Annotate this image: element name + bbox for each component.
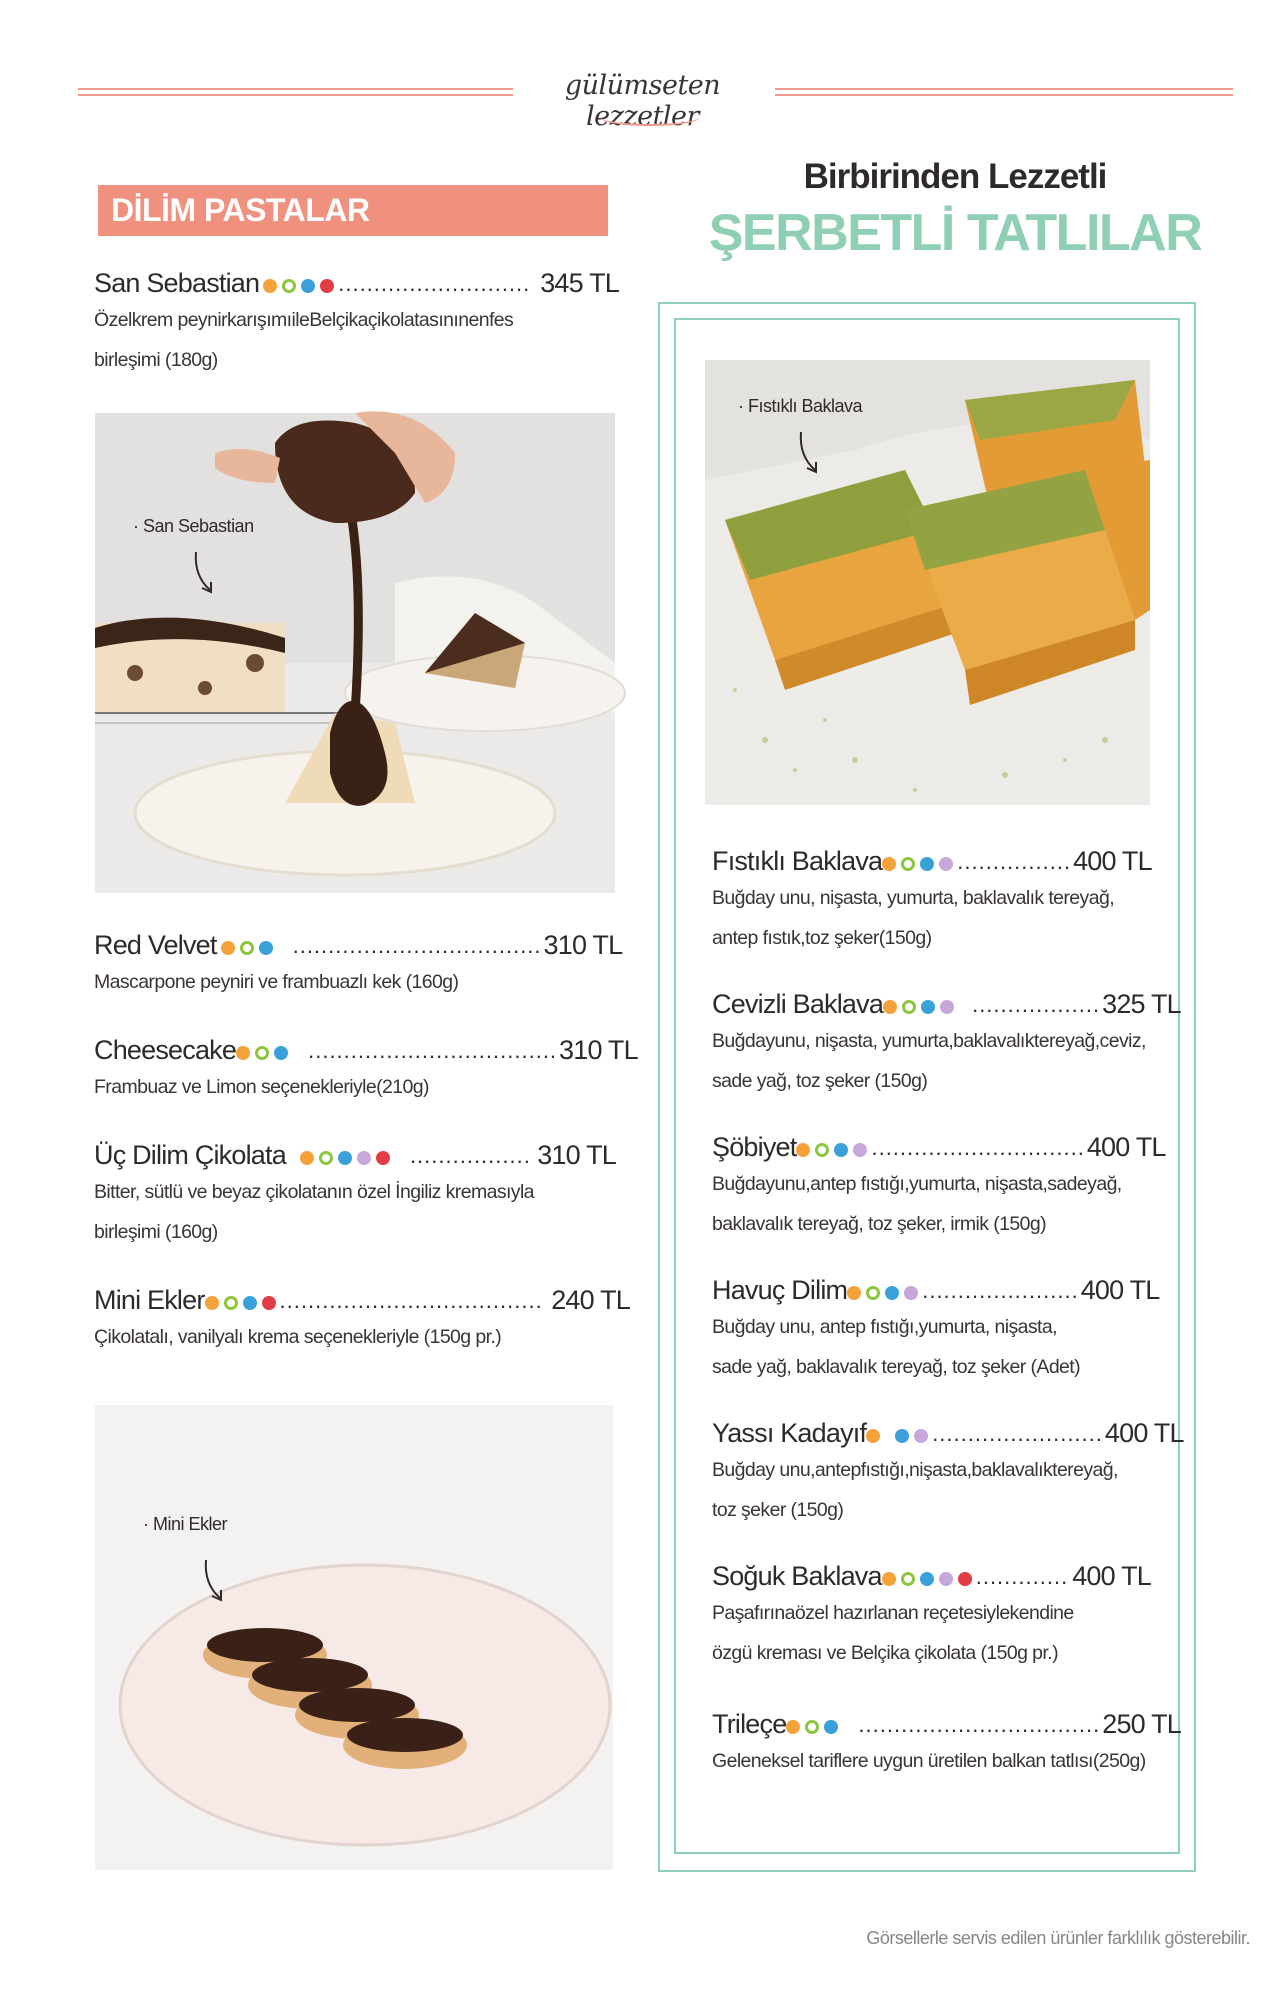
menu-item-cevizli-baklava [712, 989, 1181, 1101]
mini-ekler-illustration [95, 1405, 613, 1870]
san-sebastian-illustration [95, 413, 615, 893]
dot-leader: .............................. [871, 1135, 1085, 1160]
footer-disclaimer: Görsellerle servis edilen ürünler farklılık gösterebilir. [866, 1928, 1250, 1948]
allergen-orange-icon [847, 1286, 861, 1300]
description-line: sade yağ, toz şeker (150g) [712, 1070, 928, 1092]
allergen-green-icon [902, 1000, 916, 1014]
item-price: 310 TL [543, 930, 623, 960]
allergen-icons [882, 1572, 972, 1586]
allergen-icons [796, 1143, 867, 1157]
description-line: birleşimi (180g) [94, 349, 218, 371]
allergen-purple-icon [939, 857, 953, 871]
header-rule-left [78, 88, 513, 97]
dot-leader: ................................... [308, 1038, 558, 1063]
allergen-icons [236, 1046, 288, 1060]
allergen-green-icon [240, 941, 254, 955]
menu-item-havuc-dilim [712, 1275, 1160, 1387]
dot-leader: ........................ [932, 1421, 1103, 1446]
item-price: 400 TL [1073, 846, 1152, 876]
item-price: 310 TL [537, 1140, 616, 1170]
allergen-orange-icon [883, 1000, 897, 1014]
allergen-icons [300, 1151, 390, 1165]
item-name: Havuç Dilim [712, 1275, 848, 1305]
allergen-green-icon [901, 1572, 915, 1586]
allergen-green-icon [282, 279, 296, 293]
menu-item-uc-dilim-cikolata [94, 1140, 616, 1252]
menu-item-sobiyet [712, 1132, 1165, 1244]
allergen-icons [221, 941, 273, 955]
item-price: 325 TL [1102, 989, 1181, 1019]
item-description [94, 962, 616, 1002]
item-name: Yassı Kadayıf [712, 1418, 867, 1448]
allergen-blue-icon [259, 941, 273, 955]
allergen-green-icon [319, 1151, 333, 1165]
allergen-icons [866, 1429, 928, 1443]
item-description [712, 878, 1145, 958]
dot-leader: ................. [409, 1143, 531, 1168]
item-price: 310 TL [559, 1035, 638, 1065]
allergen-green-icon [866, 1286, 880, 1300]
photo-san-sebastian [95, 413, 615, 893]
allergen-blue-icon [338, 1151, 352, 1165]
dot-leader: .................. [972, 992, 1101, 1017]
item-name: Trileçe [712, 1709, 787, 1739]
allergen-red-icon [320, 279, 334, 293]
allergen-purple-icon [357, 1151, 371, 1165]
allergen-orange-icon [866, 1429, 880, 1443]
allergen-blue-icon [274, 1046, 288, 1060]
dot-leader: ................ [957, 849, 1072, 874]
item-price: 400 TL [1086, 1132, 1166, 1162]
allergen-orange-icon [882, 857, 896, 871]
item-name: Şöbiyet [712, 1132, 797, 1162]
item-description [94, 300, 619, 380]
allergen-green-icon [224, 1296, 238, 1310]
description-line: Mascarpone peyniri ve frambuazlı kek (160g) [94, 971, 459, 993]
dot-leader: ........................... [338, 271, 531, 296]
photo-caption-mini-ekler: · Mini Ekler [143, 1514, 228, 1534]
allergen-icons [786, 1720, 838, 1734]
item-description [712, 1021, 1162, 1101]
menu-item-yassi-kadayif [712, 1418, 1184, 1530]
description-line: antep fıstık,toz şeker(150g) [712, 927, 932, 949]
allergen-red-icon [376, 1151, 390, 1165]
menu-item-trilece [712, 1709, 1182, 1781]
description-line: Özelkrem peynirkarışımıileBelçikaçikolatasınınenfes [94, 309, 514, 331]
dot-leader: ..................................... [279, 1288, 543, 1313]
description-line: sade yağ, baklavalık tereyağ, toz şeker (Adet) [712, 1356, 1081, 1378]
caption-arrow-icon [200, 1556, 230, 1606]
photo-caption-san-sebastian: · San Sebastian [133, 516, 254, 536]
allergen-orange-icon [882, 1572, 896, 1586]
description-line: Çikolatalı, vanilyalı krema seçenekleriyle (150g pr.) [94, 1326, 502, 1348]
item-name: San Sebastian [94, 268, 260, 298]
allergen-purple-icon [853, 1143, 867, 1157]
description-line: toz şeker (150g) [712, 1499, 844, 1521]
item-price: 250 TL [1102, 1709, 1182, 1739]
dot-leader: ................................... [292, 933, 542, 958]
allergen-red-icon [958, 1572, 972, 1586]
allergen-blue-icon [824, 1720, 838, 1734]
item-description [712, 1450, 1162, 1530]
section-title-serbetli-tatlilar: ŞERBETLİ TATLILAR [708, 204, 1202, 262]
menu-item-cheesecake [94, 1035, 638, 1107]
allergen-purple-icon [939, 1572, 953, 1586]
allergen-orange-icon [786, 1720, 800, 1734]
item-description [94, 1317, 630, 1357]
allergen-icons [263, 279, 334, 293]
allergen-orange-icon [300, 1151, 314, 1165]
item-price: 400 TL [1080, 1275, 1160, 1305]
allergen-blue-icon [895, 1429, 909, 1443]
dot-leader: ............. [975, 1564, 1069, 1589]
menu-item-mini-ekler [94, 1285, 630, 1357]
description-line: özgü kreması ve Belçika çikolata (150g pr.) [712, 1642, 1058, 1664]
item-name: Red Velvet [94, 930, 217, 960]
header-rule-right [775, 88, 1233, 97]
allergen-green-icon [805, 1720, 819, 1734]
item-description [94, 1172, 616, 1252]
item-description [712, 1593, 1151, 1673]
description-line: Buğday unu,antepfıstığı,nişasta,baklavalıktereyağ, [712, 1459, 1118, 1481]
description-line: Geleneksel tariflere uygun üretilen balkan tatlısı(250g) [712, 1750, 1146, 1772]
description-line: birleşimi (160g) [94, 1221, 218, 1243]
allergen-orange-icon [205, 1296, 219, 1310]
description-line: Frambuaz ve Limon seçenekleriyle(210g) [94, 1076, 429, 1098]
section-subtitle: Birbirinden Lezzetli [803, 157, 1107, 196]
allergen-green-icon [815, 1143, 829, 1157]
item-name: Fıstıklı Baklava [712, 846, 883, 876]
photo-caption-fistikli-baklava: · Fıstıklı Baklava [738, 396, 863, 416]
allergen-icons [882, 857, 953, 871]
description-line: Buğday unu, antep fıstığı,yumurta, nişasta, [712, 1316, 1057, 1338]
allergen-blue-icon [920, 1572, 934, 1586]
item-name: Soğuk Baklava [712, 1561, 882, 1591]
description-line: Bitter, sütlü ve beyaz çikolatanın özel İngiliz kremasıyla [94, 1181, 534, 1203]
allergen-green-icon [255, 1046, 269, 1060]
description-line: baklavalık tereyağ, toz şeker, irmik (150g) [712, 1213, 1047, 1235]
allergen-orange-icon [796, 1143, 810, 1157]
item-price: 240 TL [551, 1285, 630, 1315]
menu-item-fistikli-baklava [712, 846, 1152, 958]
description-line: Paşafırınaözel hazırlanan reçetesiylekendine [712, 1602, 1074, 1624]
menu-item-soguk-baklava [712, 1561, 1151, 1673]
allergen-purple-icon [914, 1429, 928, 1443]
item-name: Üç Dilim Çikolata [94, 1140, 286, 1170]
allergen-red-icon [262, 1296, 276, 1310]
allergen-purple-icon [940, 1000, 954, 1014]
item-name: Cheesecake [94, 1035, 237, 1065]
caption-arrow-icon [190, 548, 220, 598]
allergen-icons [847, 1286, 918, 1300]
item-price: 400 TL [1104, 1418, 1184, 1448]
photo-mini-ekler [95, 1405, 613, 1870]
allergen-blue-icon [834, 1143, 848, 1157]
tagline-smile-decoration [600, 108, 700, 126]
item-name: Cevizli Baklava [712, 989, 884, 1019]
section-title-dilim-pastalar: DİLİM PASTALAR [98, 185, 608, 236]
description-line: Buğdayunu, nişasta, yumurta,baklavalıktereyağ,ceviz, [712, 1030, 1146, 1052]
allergen-orange-icon [236, 1046, 250, 1060]
allergen-icons [883, 1000, 954, 1014]
menu-item-red-velvet [94, 930, 623, 1002]
allergen-orange-icon [221, 941, 235, 955]
item-price: 400 TL [1072, 1561, 1151, 1591]
menu-item-san-sebastian [94, 268, 619, 380]
allergen-orange-icon [263, 279, 277, 293]
item-price: 345 TL [540, 268, 619, 298]
caption-arrow-icon [795, 428, 825, 478]
photo-fistikli-baklava [705, 360, 1150, 805]
allergen-blue-icon [243, 1296, 257, 1310]
baklava-illustration [705, 360, 1150, 805]
item-name: Mini Ekler [94, 1285, 205, 1315]
allergen-purple-icon [904, 1286, 918, 1300]
dot-leader: .................................. [858, 1712, 1101, 1737]
brand-tagline: gülümseten lezzetler [564, 70, 721, 132]
item-description [712, 1741, 1167, 1781]
item-description [712, 1164, 1165, 1244]
allergen-icons [205, 1296, 276, 1310]
item-description [94, 1067, 616, 1107]
allergen-green-icon [901, 857, 915, 871]
allergen-blue-icon [885, 1286, 899, 1300]
dot-leader: ...................... [922, 1278, 1079, 1303]
description-line: Buğdayunu,antep fıstığı,yumurta, nişasta,sadeyağ, [712, 1173, 1122, 1195]
allergen-blue-icon [921, 1000, 935, 1014]
allergen-blue-icon [301, 279, 315, 293]
item-description [712, 1307, 1153, 1387]
description-line: Buğday unu, nişasta, yumurta, baklavalık tereyağ, [712, 887, 1115, 909]
allergen-blue-icon [920, 857, 934, 871]
